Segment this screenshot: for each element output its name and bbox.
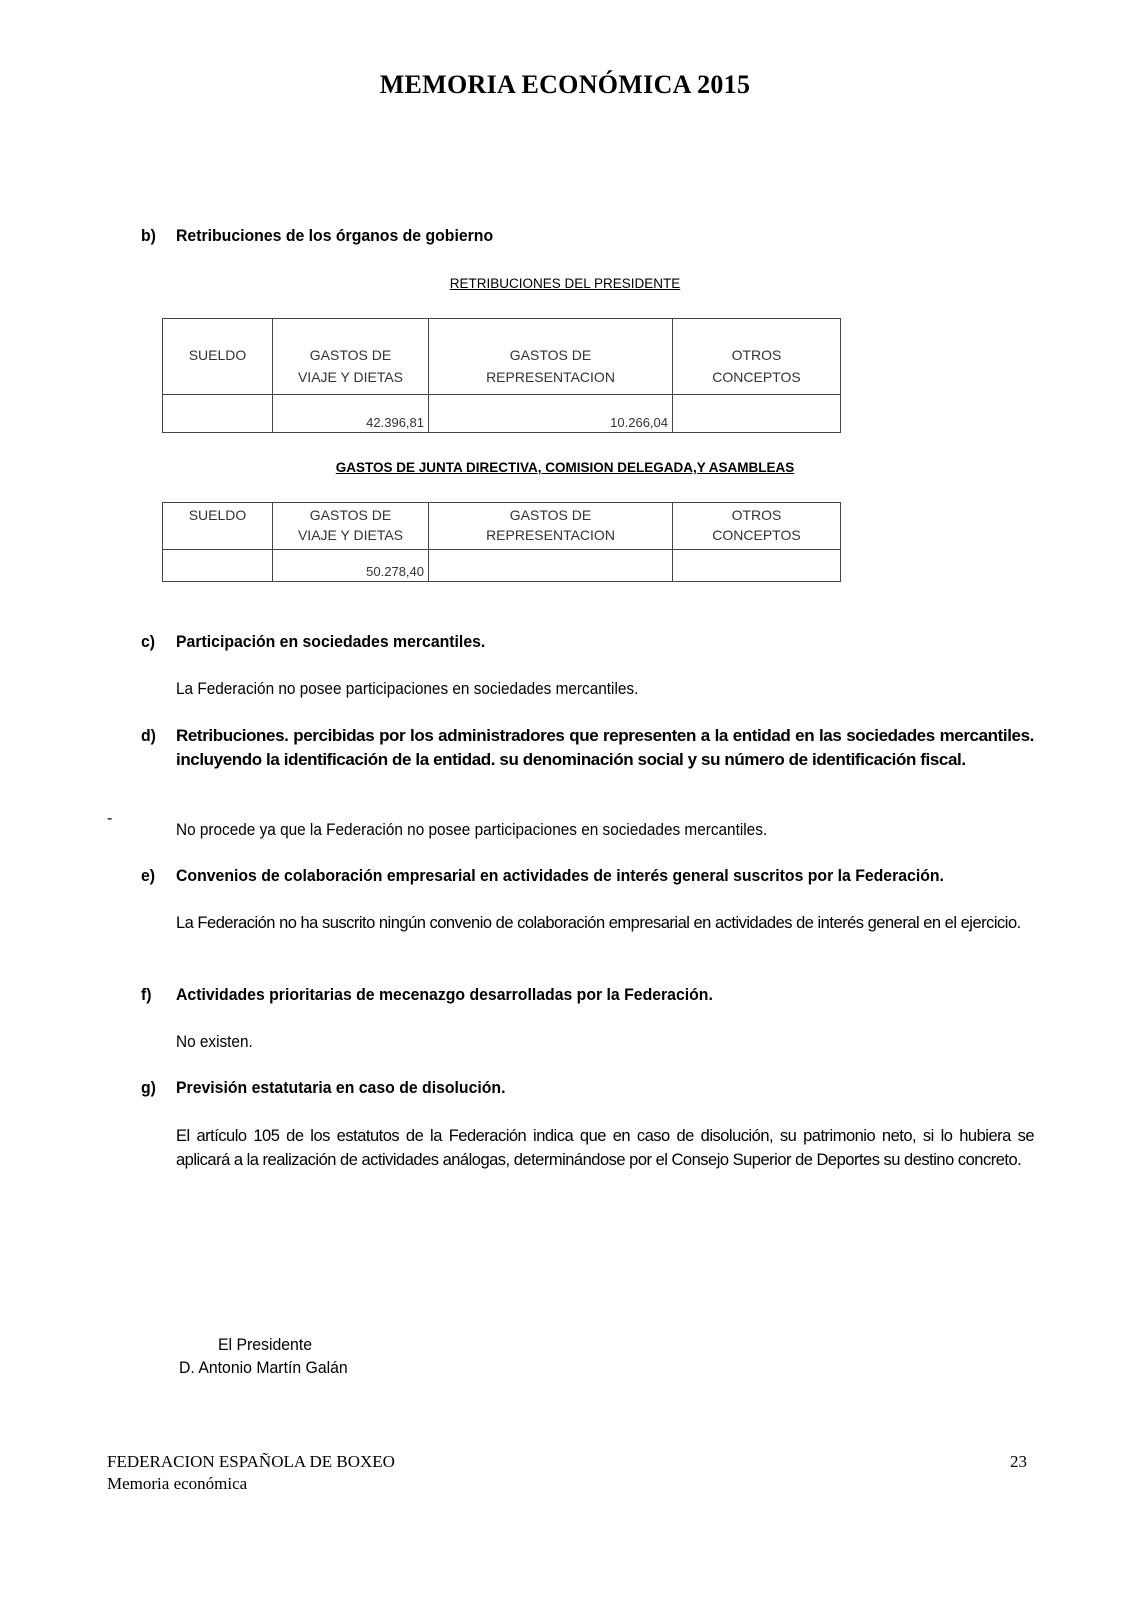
section-f-label: f) bbox=[141, 985, 152, 1004]
section-g-heading: Previsión estatutaria en caso de disolución. bbox=[176, 1078, 506, 1097]
header-cell: GASTOS DE VIAJE Y DIETAS bbox=[273, 503, 429, 550]
value-cell: 50.278,40 bbox=[273, 550, 429, 582]
value-cell bbox=[163, 395, 273, 433]
value-cell: 10.266,04 bbox=[429, 395, 673, 433]
table-header-row bbox=[163, 319, 841, 395]
section-f-heading: Actividades prioritarias de mecenazgo desarrolladas por la Federación. bbox=[176, 985, 713, 1004]
section-f-text: No existen. bbox=[176, 1033, 253, 1051]
table1-caption: RETRIBUCIONES DEL PRESIDENTE bbox=[449, 276, 681, 291]
section-c-text: La Federación no posee participaciones en sociedades mercantiles. bbox=[176, 680, 639, 698]
section-e-text: La Federación no ha suscrito ningún convenio de colaboración empresarial en actividades de interés general en el ejercicio. bbox=[176, 914, 1021, 932]
header-cell: GASTOS DE VIAJE Y DIETAS bbox=[273, 319, 429, 395]
section-e-label: e) bbox=[141, 866, 156, 885]
section-d-label: d) bbox=[141, 726, 156, 745]
page-number: 23 bbox=[1010, 1452, 1027, 1471]
value-cell bbox=[673, 550, 841, 582]
value-cell bbox=[163, 550, 273, 582]
section-e-heading: Convenios de colaboración empresarial en actividades de interés general suscritos por la Federación. bbox=[176, 866, 944, 885]
footer-subtitle: Memoria económica bbox=[107, 1474, 248, 1493]
header-cell: SUELDO bbox=[163, 503, 273, 550]
section-g-label: g) bbox=[141, 1078, 156, 1097]
table-value-row bbox=[163, 550, 841, 582]
president-remuneration-table bbox=[162, 318, 841, 433]
header-cell: GASTOS DE REPRESENTACION bbox=[429, 319, 673, 395]
section-d-heading: Retribuciones. percibidas por los administradores que representen a la entidad en las sociedades mercantiles. incluyendo la identificación de la entidad. su denominación social y su número de identificación fiscal. bbox=[176, 726, 1034, 769]
header-cell: SUELDO bbox=[163, 319, 273, 395]
section-g-text: El artículo 105 de los estatutos de la Federación indica que en caso de disolución, su patrimonio neto, si lo hubiera se aplicará a la realización de actividades análogas, determinándose por el Consejo Superior de Deportes su destino concreto. bbox=[176, 1127, 1034, 1169]
header-cell: OTROS CONCEPTOS bbox=[673, 503, 841, 550]
board-expenses-table bbox=[162, 502, 841, 582]
section-b-label: b) bbox=[141, 226, 156, 245]
section-d-text: No procede ya que la Federación no posee participaciones en sociedades mercantiles. bbox=[176, 821, 768, 839]
stray-dash: - bbox=[107, 810, 113, 827]
header-cell: GASTOS DE REPRESENTACION bbox=[429, 503, 673, 550]
value-cell bbox=[429, 550, 673, 582]
section-b-heading: Retribuciones de los órganos de gobierno bbox=[176, 226, 494, 245]
value-cell bbox=[673, 395, 841, 433]
footer-organization: FEDERACION ESPAÑOLA DE BOXEO bbox=[107, 1452, 395, 1471]
document-title: MEMORIA ECONÓMICA 2015 bbox=[379, 70, 751, 99]
section-c-heading: Participación en sociedades mercantiles. bbox=[176, 632, 486, 651]
signature-role: El Presidente bbox=[218, 1335, 313, 1354]
header-cell: OTROS CONCEPTOS bbox=[673, 319, 841, 395]
section-c-label: c) bbox=[141, 632, 156, 651]
signature-name: D. Antonio Martín Galán bbox=[179, 1358, 348, 1377]
table-value-row bbox=[163, 395, 841, 433]
table-header-row bbox=[163, 503, 841, 550]
table2-caption: GASTOS DE JUNTA DIRECTIVA, COMISION DELEGADA,Y ASAMBLEAS bbox=[335, 460, 795, 475]
value-cell: 42.396,81 bbox=[273, 395, 429, 433]
